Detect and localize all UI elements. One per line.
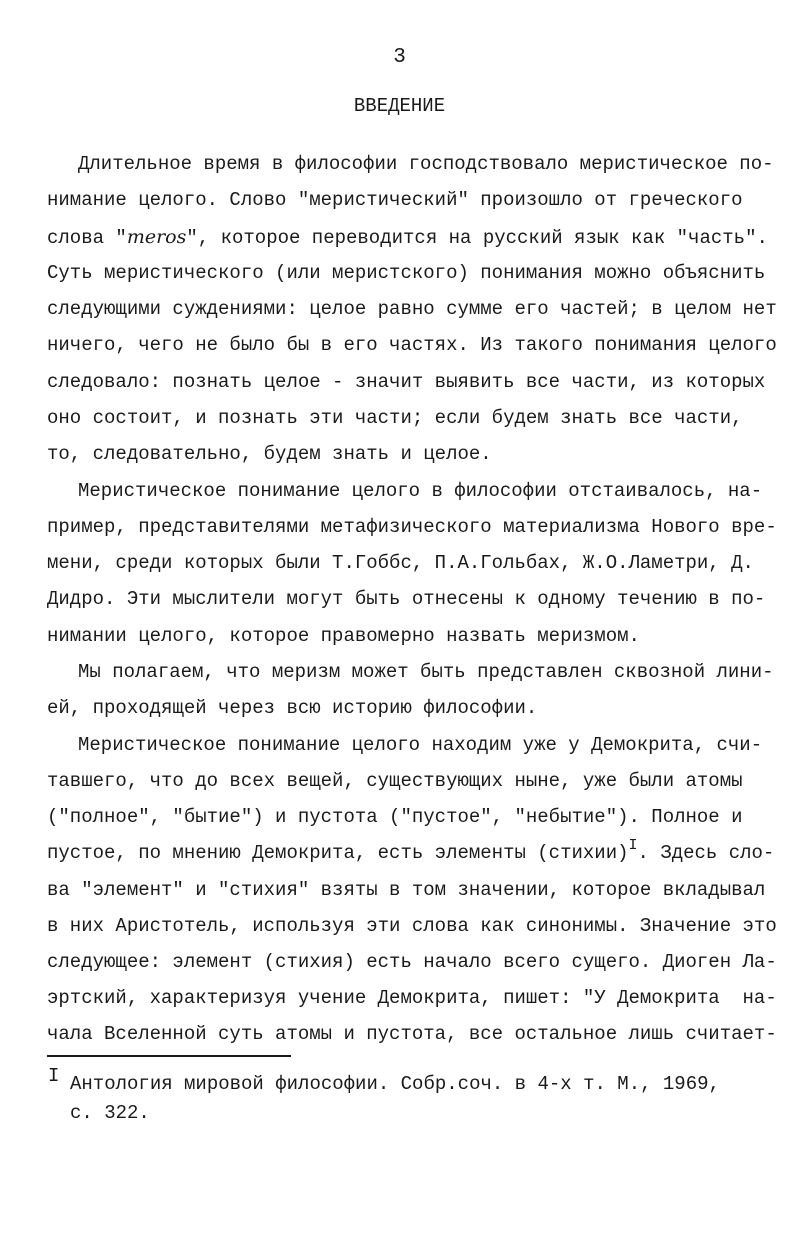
text-line: в них Аристотель, используя эти слова как синонимы. Значение это xyxy=(47,915,777,937)
page-title: ВВЕДЕНИЕ xyxy=(353,95,446,117)
text-line: ("полное", "бытие") и пустота ("пустое", "небытие"). Полное и xyxy=(47,806,743,828)
text-line: чала Вселенной суть атомы и пустота, все остальное лишь считает- xyxy=(47,1023,777,1045)
text-line: пустое, по мнению Демокрита, есть элементы (стихии)$^I$. Здесь сло- xyxy=(47,837,775,864)
text-line: нимание целого. Слово "меристический" произошло от греческого xyxy=(47,189,743,211)
text-line: Мы полагаем, что меризм может быть представлен сквозной лини- xyxy=(78,661,774,683)
text-line: то, следовательно, будем знать и целое. xyxy=(47,443,492,465)
greek-word: meros xyxy=(126,226,187,248)
text-line: Суть меристического (или меристского) понимания можно объяснить xyxy=(47,262,766,284)
text-line: тавшего, что до всех вещей, существующих ныне, уже были атомы xyxy=(47,770,743,792)
text-line: следующими суждениями: целое равно сумме его частей; в целом нет xyxy=(47,298,777,320)
footnote-text: Антология мировой философии. Собр.соч. в 4-х т. М., 1969, xyxy=(70,1073,720,1095)
text-line: нимании целого, которое правомерно назвать меризмом. xyxy=(47,625,640,647)
text-line: Меристическое понимание целого находим уже у Демокрита, счи- xyxy=(78,734,763,756)
text-line: ва "элемент" и "стихия" взяты в том значении, которое вкладывал xyxy=(47,879,766,901)
text-line: ничего, чего не было бы в его частях. Из такого понимания целого xyxy=(47,334,777,356)
text-line: ей, проходящей через всю историю философии. xyxy=(47,697,538,719)
footnote-separator xyxy=(47,1055,291,1057)
text-line: Меристическое понимание целого в философии отстаивалось, на- xyxy=(78,480,763,502)
footnote-text: с. 322. xyxy=(70,1102,150,1124)
footnote-mark: I xyxy=(48,1065,60,1087)
text-line: Длительное время в философии господствовало меристическое по- xyxy=(78,153,774,175)
text-line: Дидро. Эти мыслители могут быть отнесены к одному течению в по- xyxy=(47,588,766,610)
text-line: пример, представителями метафизического материализма Нового вре- xyxy=(47,516,777,538)
page-number: 3 xyxy=(393,46,406,69)
text-line: эртский, характеризуя учение Демокрита, пишет: "У Демокрита на- xyxy=(47,987,777,1009)
text-line: мени, среди которых были Т.Гоббс, П.А.Гольбах, Ж.О.Ламетри, Д. xyxy=(47,552,754,574)
text-line: следовало: познать целое - значит выявить все части, из которых xyxy=(47,371,766,393)
text-line: оно состоит, и познать эти части; если будем знать все части, xyxy=(47,407,743,429)
text-line: слова "meros", которое переводится на русский язык как "часть". xyxy=(47,226,768,249)
footnote-reference: I xyxy=(628,837,638,854)
text-line: следующее: элемент (стихия) есть начало всего сущего. Диоген Ла- xyxy=(47,951,777,973)
